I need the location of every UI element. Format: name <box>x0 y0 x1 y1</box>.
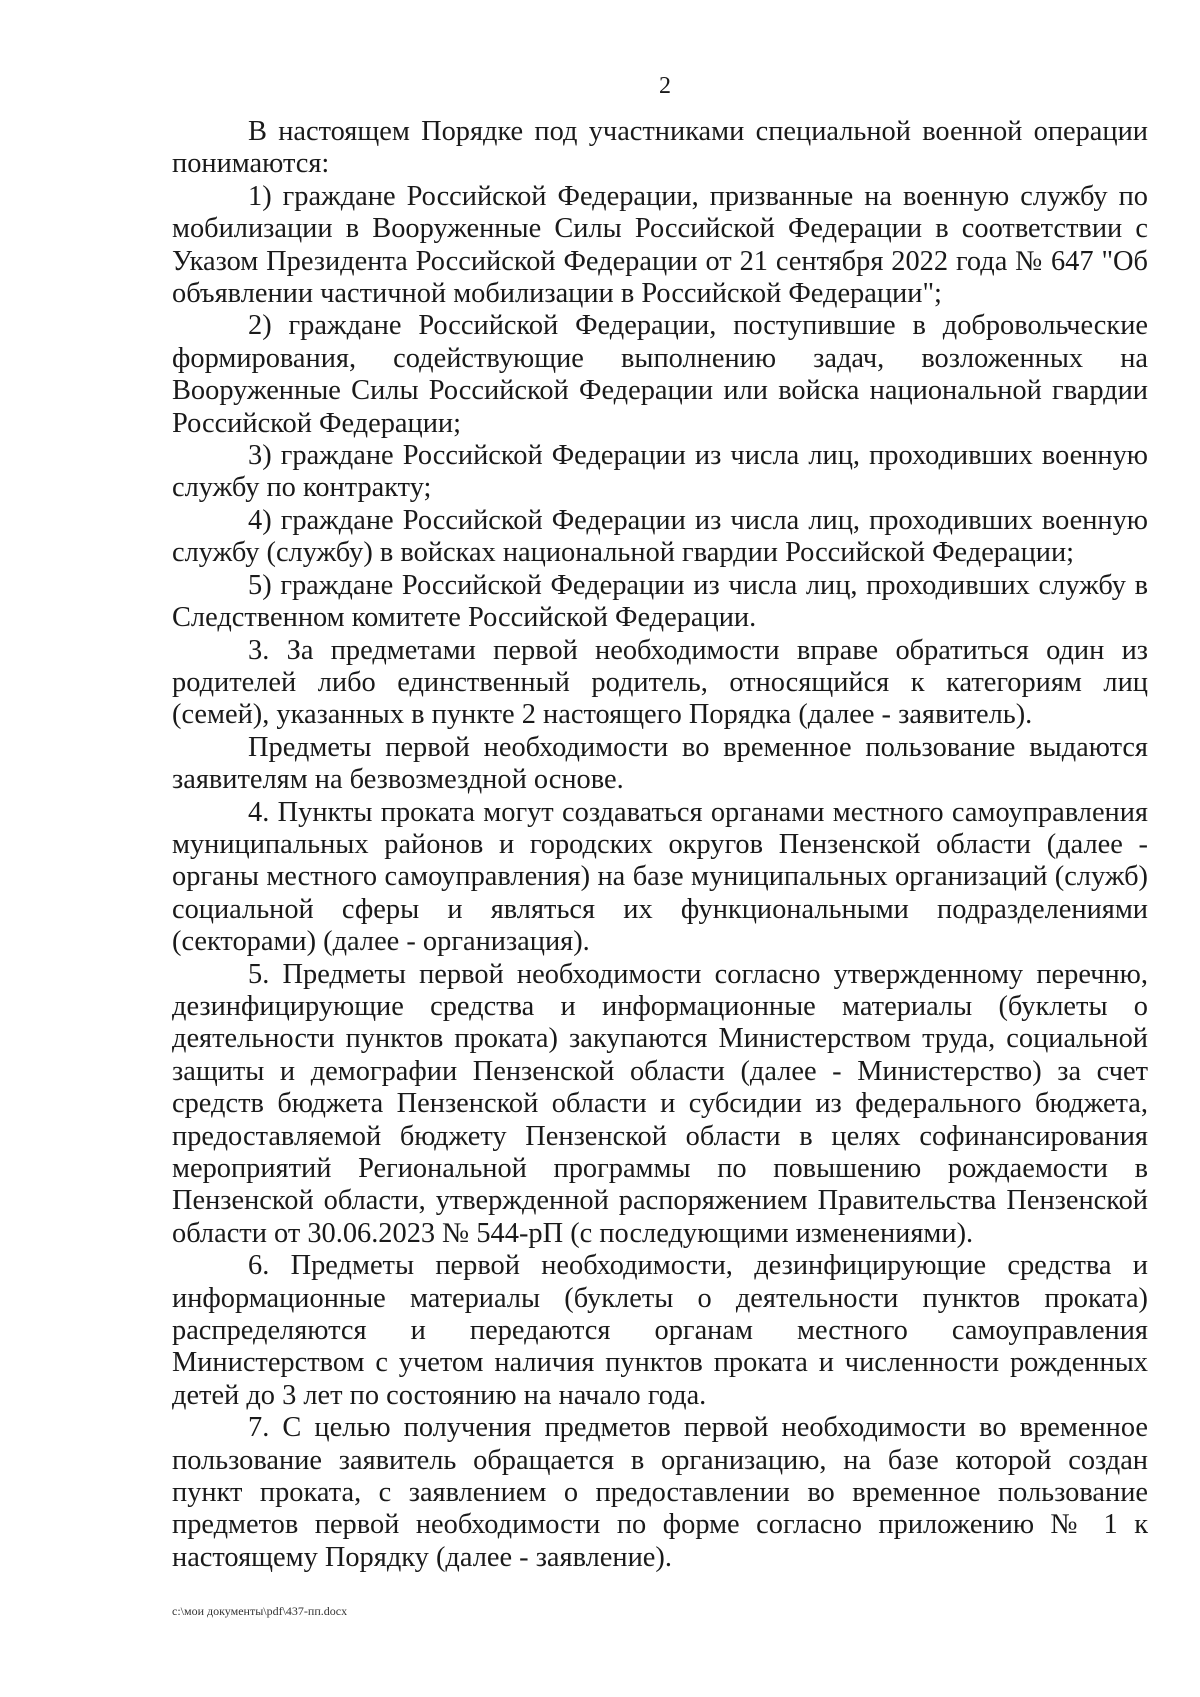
document-body <box>172 116 1148 1574</box>
paragraph-free-use: Предметы первой необходимости во временное пользование выдаются заявителям на безвозмездной основе. <box>172 731 1148 796</box>
paragraph-definition: В настоящем Порядке под участниками специальной военной операции понимаются: <box>172 116 1148 180</box>
paragraph-clause-4: 4. Пункты проката могут создаваться органами местного самоуправления муниципальных районов и городских округов Пензенской области (далее - органы местного самоуправления) на базе муниципальных организаций (служб) социальной сферы и являться их функциональными подразделениями (секторами) (далее - организация). <box>172 796 1148 958</box>
paragraph-clause-6: 6. Предметы первой необходимости, дезинфицирующие средства и информационные материалы (буклеты о деятельности пунктов проката) распределяются и передаются органам местного самоуправления Министерством с учетом наличия пунктов проката и численности рожденных детей до 3 лет по состоянию на начало года. <box>172 1250 1148 1411</box>
paragraph-item-1: 1) граждане Российской Федерации, призванные на военную службу по мобилизации в Вооруженные Силы Российской Федерации в соответствии с Указом Президента Российской Федерации от 21 сентября 2022 года № 647 "Об объявлении частичной мобилизации в Российской Федерации"; <box>172 180 1148 310</box>
paragraph-item-2: 2) граждане Российской Федерации, поступившие в добровольческие формирования, содействующие выполнению задач, возложенных на Вооруженные Силы Российской Федерации или войска национальной гвардии Российской Федерации; <box>172 310 1148 439</box>
paragraph-clause-7: 7. С целью получения предметов первой необходимости во временное пользование заявитель обращается в организацию, на базе которой создан пункт проката, с заявлением о предоставлении во временное пользование предметов первой необходимости по форме согласно приложению № 1 к настоящему Порядку (далее - заявление). <box>172 1412 1148 1573</box>
paragraph-clause-5: 5. Предметы первой необходимости согласно утвержденному перечню, дезинфицирующие средства и информационные материалы (буклеты о деятельности пунктов проката) закупаются Министерством труда, социальной защиты и демографии Пензенской области (далее - Министерство) за счет средств бюджета Пензенской области и субсидии из федерального бюджета, предоставляемой бюджету Пензенской области в целях софинансирования мероприятий Региональной программы по повышению рождаемости в Пензенской области, утвержденной распоряжением Правительства Пензенской области от 30.06.2023 № 544-рП (с последующими изменениями). <box>172 958 1148 1249</box>
paragraph-item-4: 4) граждане Российской Федерации из числа лиц, проходивших военную службу (службу) в войсках национальной гвардии Российской Федерации; <box>172 504 1148 569</box>
paragraph-item-5: 5) граждане Российской Федерации из числа лиц, проходивших службу в Следственном комитете Российской Федерации. <box>172 569 1148 634</box>
page-number: 2 <box>659 73 671 99</box>
paragraph-item-3: 3) граждане Российской Федерации из числа лиц, проходивших военную службу по контракту; <box>172 440 1148 504</box>
paragraph-clause-3: 3. За предметами первой необходимости вправе обратиться один из родителей либо единственный родитель, относящийся к категориям лиц (семей), указанных в пункте 2 настоящего Порядка (далее - заявитель). <box>172 634 1148 731</box>
footer-file-path: c:\мои документы\pdf\437-пп.docx <box>172 1604 348 1618</box>
